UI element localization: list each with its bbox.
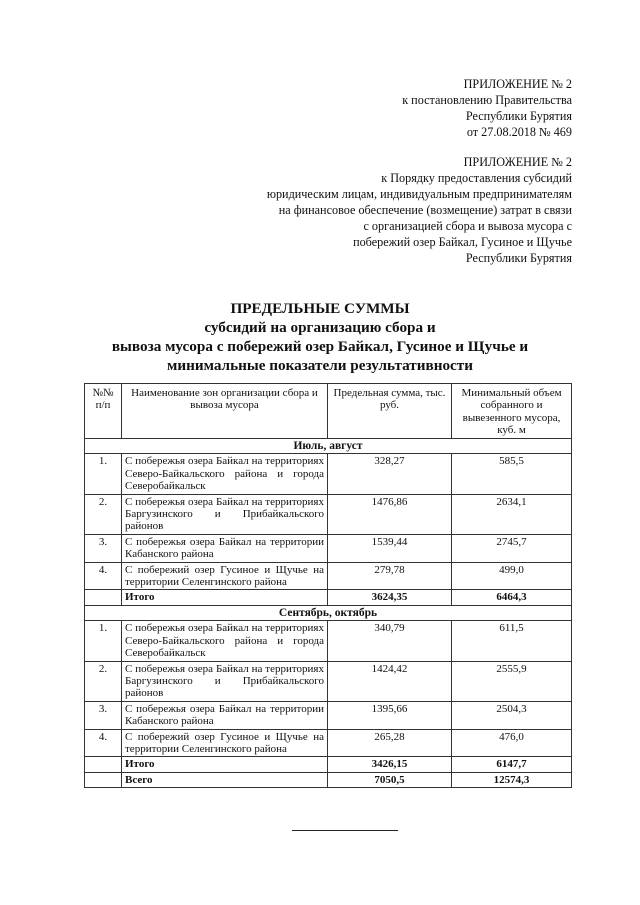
subtotal-row xyxy=(85,590,572,605)
row-min-volume: 2504,3 xyxy=(452,701,572,729)
section-header-row xyxy=(85,605,572,620)
header-number: №№ п/п xyxy=(85,384,122,439)
appendix-title: ПРИЛОЖЕНИЕ № 2 xyxy=(463,155,572,169)
table-row xyxy=(85,729,572,757)
title-line: минимальные показатели результативности xyxy=(166,357,473,374)
appendix-header-resolution xyxy=(402,76,572,140)
header-zone-name: Наименование зон организации сбора и вывоза мусора xyxy=(122,384,328,439)
row-number: 2. xyxy=(85,661,122,701)
section-title: Сентябрь, октябрь xyxy=(85,605,572,620)
table-row xyxy=(85,454,572,494)
appendix-header-procedure xyxy=(267,154,572,266)
row-number: 4. xyxy=(85,729,122,757)
row-zone-name: С побережий озер Гусиное и Щучье на территории Селенгинского района xyxy=(122,562,328,590)
header-min-volume: Минимальный объем собранного и вывезенного мусора, куб. м xyxy=(452,384,572,439)
title-line: ПРЕДЕЛЬНЫЕ СУММЫ xyxy=(230,300,410,317)
row-min-volume: 2555,9 xyxy=(452,661,572,701)
table-row xyxy=(85,534,572,562)
appendix-line: юридическим лицам, индивидуальным предпринимателям xyxy=(266,187,572,201)
subtotal-label: Итого xyxy=(122,757,328,772)
table-row xyxy=(85,661,572,701)
table-row xyxy=(85,494,572,534)
appendix-title: ПРИЛОЖЕНИЕ № 2 xyxy=(463,77,572,91)
row-zone-name: С побережья озера Байкал на территории Кабанского района xyxy=(122,701,328,729)
row-min-volume: 585,5 xyxy=(452,454,572,494)
end-divider xyxy=(292,830,398,831)
appendix-line: Республики Бурятия xyxy=(465,251,572,265)
header-max-sum: Предельная сумма, тыс. руб. xyxy=(328,384,452,439)
row-number: 2. xyxy=(85,494,122,534)
title-line: вывоза мусора с побережий озер Байкал, Гусиное и Щучье и xyxy=(111,338,529,355)
row-max-sum: 340,79 xyxy=(328,621,452,661)
grand-total-row xyxy=(85,772,572,787)
row-number: 3. xyxy=(85,534,122,562)
row-max-sum: 1424,42 xyxy=(328,661,452,701)
appendix-line: к Порядку предоставления субсидий xyxy=(381,171,572,185)
row-zone-name: С побережья озера Байкал на территориях Баргузинского и Прибайкальского районов xyxy=(122,494,328,534)
row-number: 1. xyxy=(85,621,122,661)
row-zone-name: С побережья озера Байкал на территориях Баргузинского и Прибайкальского районов xyxy=(122,661,328,701)
appendix-line: на финансовое обеспечение (возмещение) затрат в связи xyxy=(278,203,572,217)
subtotal-sum: 3426,15 xyxy=(328,757,452,772)
table-row xyxy=(85,701,572,729)
grand-total-empty-cell xyxy=(85,772,122,787)
subtotal-sum: 3624,35 xyxy=(328,590,452,605)
row-min-volume: 499,0 xyxy=(452,562,572,590)
grand-total-sum: 7050,5 xyxy=(328,772,452,787)
grand-total-label: Всего xyxy=(122,772,328,787)
row-max-sum: 328,27 xyxy=(328,454,452,494)
row-zone-name: С побережий озер Гусиное и Щучье на территории Селенгинского района xyxy=(122,729,328,757)
table-body xyxy=(85,439,572,788)
document-title xyxy=(0,299,640,375)
row-max-sum: 1476,86 xyxy=(328,494,452,534)
table-row xyxy=(85,562,572,590)
appendix-line: побережий озер Байкал, Гусиное и Щучье xyxy=(353,235,572,249)
row-zone-name: С побережья озера Байкал на территории Кабанского района xyxy=(122,534,328,562)
subtotal-volume: 6464,3 xyxy=(452,590,572,605)
table-header-row xyxy=(85,384,572,439)
subtotal-label: Итого xyxy=(122,590,328,605)
appendix-date-number: от 27.08.2018 № 469 xyxy=(466,125,572,139)
table-row xyxy=(85,621,572,661)
grand-total-volume: 12574,3 xyxy=(452,772,572,787)
subsidy-limits-table xyxy=(84,383,572,788)
row-min-volume: 476,0 xyxy=(452,729,572,757)
row-max-sum: 279,78 xyxy=(328,562,452,590)
section-header-row xyxy=(85,439,572,454)
appendix-line: к постановлению Правительства xyxy=(402,93,572,107)
row-zone-name: С побережья озера Байкал на территориях Северо-Байкальского района и города Северобайкальск xyxy=(122,454,328,494)
row-min-volume: 2634,1 xyxy=(452,494,572,534)
row-max-sum: 265,28 xyxy=(328,729,452,757)
row-zone-name: С побережья озера Байкал на территориях Северо-Байкальского района и города Северобайкальск xyxy=(122,621,328,661)
subtotal-volume: 6147,7 xyxy=(452,757,572,772)
subtotal-empty-cell xyxy=(85,757,122,772)
appendix-line: Республики Бурятия xyxy=(465,109,572,123)
row-min-volume: 611,5 xyxy=(452,621,572,661)
subtotal-empty-cell xyxy=(85,590,122,605)
section-title: Июль, август xyxy=(85,439,572,454)
subtotal-row xyxy=(85,757,572,772)
row-min-volume: 2745,7 xyxy=(452,534,572,562)
row-max-sum: 1539,44 xyxy=(328,534,452,562)
row-number: 3. xyxy=(85,701,122,729)
appendix-line: с организацией сбора и вывоза мусора с xyxy=(363,219,572,233)
title-line: субсидий на организацию сбора и xyxy=(204,319,436,336)
row-number: 1. xyxy=(85,454,122,494)
row-number: 4. xyxy=(85,562,122,590)
row-max-sum: 1395,66 xyxy=(328,701,452,729)
